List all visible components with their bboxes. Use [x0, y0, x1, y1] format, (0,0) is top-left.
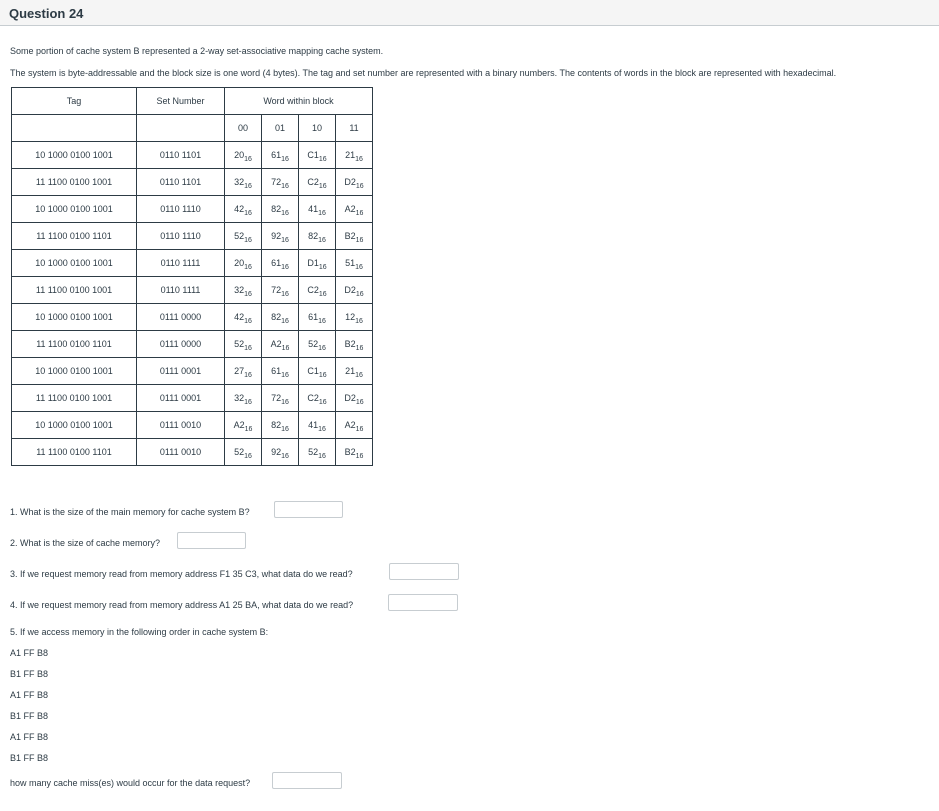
tag-cell: 10 1000 0100 1001 — [12, 142, 137, 169]
question-header — [0, 0, 939, 26]
tag-cell: 10 1000 0100 1001 — [12, 412, 137, 439]
word-cell — [262, 277, 299, 304]
word-cell — [262, 142, 299, 169]
word-cell — [262, 304, 299, 331]
hex-subscript: 16 — [318, 426, 326, 433]
set-number-cell: 0111 0010 — [137, 439, 225, 466]
table-row — [12, 331, 373, 358]
set-number-cell: 0111 0001 — [137, 385, 225, 412]
word-cell — [225, 439, 262, 466]
word-value: 92 — [271, 231, 282, 241]
word-cell — [225, 331, 262, 358]
hex-subscript: 16 — [281, 318, 289, 325]
word-cell — [336, 358, 373, 385]
hex-subscript: 16 — [281, 291, 289, 298]
hex-subscript: 16 — [244, 453, 252, 460]
hex-subscript: 16 — [318, 183, 327, 190]
word-value: 32 — [234, 393, 245, 403]
word-cell — [299, 250, 336, 277]
word-value: 21 — [345, 150, 356, 160]
hex-subscript: 16 — [281, 210, 289, 217]
hex-subscript: 16 — [318, 291, 327, 298]
word-cell — [336, 331, 373, 358]
word-value: C2 — [307, 177, 319, 187]
tag-cell: 11 1100 0100 1101 — [12, 223, 137, 250]
word-value: C2 — [307, 393, 319, 403]
word-value: 42 — [234, 204, 245, 214]
header-tag: Tag — [12, 88, 137, 115]
word-cell — [299, 277, 336, 304]
word-value: 32 — [234, 285, 245, 295]
word-cell — [336, 223, 373, 250]
word-cell — [262, 223, 299, 250]
word-cell — [262, 331, 299, 358]
word-value: B2 — [344, 339, 356, 349]
word-cell — [225, 412, 262, 439]
word-value: 82 — [271, 204, 282, 214]
hex-subscript: 16 — [318, 264, 327, 271]
table-row — [12, 358, 373, 385]
word-cell — [299, 169, 336, 196]
word-cell — [225, 169, 262, 196]
table-row — [12, 439, 373, 466]
word-value: 20 — [234, 150, 245, 160]
word-value: 61 — [271, 258, 282, 268]
hex-subscript: 16 — [244, 183, 252, 190]
word-cell — [262, 412, 299, 439]
word-value: 82 — [271, 312, 282, 322]
set-number-cell: 0111 0001 — [137, 358, 225, 385]
hex-subscript: 16 — [355, 264, 363, 271]
word-value: 12 — [345, 312, 356, 322]
hex-subscript: 16 — [244, 156, 252, 163]
answer-5-input[interactable] — [272, 772, 342, 789]
subheader-set-empty — [137, 115, 225, 142]
question-1-text: 1. What is the size of the main memory for cache system B? — [10, 507, 250, 517]
hex-subscript: 16 — [281, 237, 289, 244]
set-number-cell: 0110 1111 — [137, 277, 225, 304]
word-cell — [336, 250, 373, 277]
word-value: A2 — [344, 420, 356, 430]
question-3-text: 3. If we request memory read from memory address F1 35 C3, what data do we read? — [10, 569, 353, 579]
hex-subscript: 16 — [244, 426, 253, 433]
hex-subscript: 16 — [244, 264, 252, 271]
hex-subscript: 16 — [355, 156, 363, 163]
word-value: 41 — [308, 204, 319, 214]
word-cell — [336, 385, 373, 412]
tag-cell: 11 1100 0100 1101 — [12, 439, 137, 466]
word-value: 21 — [345, 366, 356, 376]
word-cell — [262, 169, 299, 196]
word-cell — [262, 250, 299, 277]
word-value: C1 — [307, 366, 319, 376]
word-value: D2 — [344, 393, 356, 403]
question-2-text: 2. What is the size of cache memory? — [10, 538, 161, 548]
sequence-item: B1 FF B8 — [10, 711, 49, 721]
hex-subscript: 16 — [281, 156, 289, 163]
word-cell — [336, 439, 373, 466]
word-value: 42 — [234, 312, 245, 322]
hex-subscript: 16 — [281, 399, 289, 406]
word-cell — [262, 385, 299, 412]
word-cell — [336, 277, 373, 304]
word-cell — [299, 223, 336, 250]
tag-cell: 11 1100 0100 1001 — [12, 277, 137, 304]
word-cell — [225, 385, 262, 412]
table-row — [12, 250, 373, 277]
word-value: A2 — [344, 204, 356, 214]
question-5-text: 5. If we access memory in the following order in cache system B: — [10, 627, 269, 637]
word-cell — [262, 196, 299, 223]
word-value: 52 — [308, 339, 319, 349]
set-number-cell: 0111 0010 — [137, 412, 225, 439]
sequence-item: A1 FF B8 — [10, 690, 49, 700]
hex-subscript: 16 — [244, 399, 252, 406]
hex-subscript: 16 — [318, 399, 327, 406]
word-value: 82 — [308, 231, 319, 241]
table-row — [12, 412, 373, 439]
word-cell — [299, 439, 336, 466]
question-4-text: 4. If we request memory read from memory address A1 25 BA, what data do we read? — [10, 600, 354, 610]
hex-subscript: 16 — [318, 345, 326, 352]
hex-subscript: 16 — [318, 318, 326, 325]
word-value: B2 — [344, 447, 356, 457]
word-cell — [262, 358, 299, 385]
hex-subscript: 16 — [318, 156, 327, 163]
table-row — [12, 385, 373, 412]
word-cell — [299, 142, 336, 169]
hex-subscript: 16 — [355, 345, 364, 352]
word-cell — [336, 412, 373, 439]
word-value: 61 — [308, 312, 319, 322]
hex-subscript: 16 — [355, 372, 363, 379]
table-row — [12, 196, 373, 223]
word-cell — [225, 142, 262, 169]
word-value: C1 — [307, 150, 319, 160]
hex-subscript: 16 — [244, 291, 252, 298]
hex-subscript: 16 — [355, 399, 364, 406]
sequence-item: A1 FF B8 — [10, 732, 49, 742]
word-value: 52 — [234, 339, 245, 349]
hex-subscript: 16 — [244, 318, 252, 325]
answer-4-input[interactable] — [388, 594, 458, 611]
word-value: 20 — [234, 258, 245, 268]
hex-subscript: 16 — [281, 426, 289, 433]
set-number-cell: 0110 1101 — [137, 169, 225, 196]
hex-subscript: 16 — [355, 453, 364, 460]
word-value: A2 — [270, 339, 282, 349]
hex-subscript: 16 — [281, 372, 289, 379]
hex-subscript: 16 — [244, 237, 252, 244]
set-number-cell: 0110 1110 — [137, 196, 225, 223]
word-cell — [225, 277, 262, 304]
intro-line-1: Some portion of cache system B represented a 2-way set-associative mapping cache system. — [10, 46, 384, 56]
word-cell — [336, 142, 373, 169]
hex-subscript: 16 — [355, 318, 363, 325]
question-title: Question 24 — [9, 6, 84, 21]
word-value: 32 — [234, 177, 245, 187]
answer-1-input[interactable] — [274, 501, 343, 518]
header-set-number: Set Number — [137, 88, 225, 115]
word-value: 82 — [271, 420, 282, 430]
hex-subscript: 16 — [355, 291, 364, 298]
word-value: C2 — [307, 285, 319, 295]
hex-subscript: 16 — [281, 453, 289, 460]
tag-cell: 10 1000 0100 1001 — [12, 304, 137, 331]
hex-subscript: 16 — [281, 264, 289, 271]
word-cell — [336, 169, 373, 196]
question-5-end-text: how many cache miss(es) would occur for the data request? — [10, 778, 251, 788]
set-number-cell: 0110 1111 — [137, 250, 225, 277]
set-number-cell: 0110 1101 — [137, 142, 225, 169]
word-cell — [262, 439, 299, 466]
word-cell — [299, 304, 336, 331]
sequence-item: B1 FF B8 — [10, 669, 49, 679]
word-value: 27 — [234, 366, 245, 376]
word-value: 72 — [271, 393, 282, 403]
word-cell — [299, 196, 336, 223]
word-value: A2 — [233, 420, 245, 430]
word-cell — [225, 196, 262, 223]
tag-cell: 10 1000 0100 1001 — [12, 358, 137, 385]
hex-subscript: 16 — [355, 237, 364, 244]
table-row — [12, 277, 373, 304]
word-col-11: 11 — [336, 115, 373, 142]
set-number-cell: 0111 0000 — [137, 331, 225, 358]
set-number-cell: 0110 1110 — [137, 223, 225, 250]
table-row — [12, 169, 373, 196]
word-value: 61 — [271, 366, 282, 376]
word-value: D2 — [344, 285, 356, 295]
word-cell — [299, 385, 336, 412]
word-value: 52 — [308, 447, 319, 457]
word-value: D1 — [307, 258, 319, 268]
tag-cell: 10 1000 0100 1001 — [12, 196, 137, 223]
word-value: 61 — [271, 150, 282, 160]
sequence-item: B1 FF B8 — [10, 753, 49, 763]
word-cell — [299, 331, 336, 358]
hex-subscript: 16 — [281, 183, 289, 190]
tag-cell: 11 1100 0100 1001 — [12, 385, 137, 412]
word-cell — [225, 223, 262, 250]
hex-subscript: 16 — [355, 426, 364, 433]
word-value: 92 — [271, 447, 282, 457]
word-value: B2 — [344, 231, 356, 241]
hex-subscript: 16 — [281, 345, 290, 352]
word-cell — [225, 304, 262, 331]
word-value: 41 — [308, 420, 319, 430]
tag-cell: 11 1100 0100 1001 — [12, 169, 137, 196]
intro-line-2: The system is byte-addressable and the block size is one word (4 bytes). The tag and set number are represented with a binary numbers. The contents of words in the block are represented with hexadecimal. — [10, 68, 837, 78]
word-value: 51 — [345, 258, 356, 268]
word-cell — [336, 196, 373, 223]
tag-cell: 10 1000 0100 1001 — [12, 250, 137, 277]
word-value: 52 — [234, 447, 245, 457]
answer-3-input[interactable] — [389, 563, 459, 580]
answer-2-input[interactable] — [177, 532, 246, 549]
set-number-cell: 0111 0000 — [137, 304, 225, 331]
hex-subscript: 16 — [355, 183, 364, 190]
sequence-item: A1 FF B8 — [10, 648, 49, 658]
word-value: D2 — [344, 177, 356, 187]
cache-table — [11, 87, 373, 466]
hex-subscript: 16 — [318, 372, 327, 379]
word-cell — [336, 304, 373, 331]
hex-subscript: 16 — [244, 345, 252, 352]
table-row — [12, 142, 373, 169]
hex-subscript: 16 — [244, 372, 252, 379]
subheader-tag-empty — [12, 115, 137, 142]
word-cell — [225, 250, 262, 277]
word-col-10: 10 — [299, 115, 336, 142]
tag-cell: 11 1100 0100 1101 — [12, 331, 137, 358]
hex-subscript: 16 — [355, 210, 364, 217]
cache-table-body — [12, 142, 373, 466]
table-row — [12, 223, 373, 250]
word-col-01: 01 — [262, 115, 299, 142]
word-col-00: 00 — [225, 115, 262, 142]
word-value: 52 — [234, 231, 245, 241]
header-word-within-block: Word within block — [225, 88, 373, 115]
word-cell — [225, 358, 262, 385]
hex-subscript: 16 — [244, 210, 252, 217]
hex-subscript: 16 — [318, 210, 326, 217]
hex-subscript: 16 — [318, 453, 326, 460]
word-value: 72 — [271, 285, 282, 295]
word-value: 72 — [271, 177, 282, 187]
table-subheader-row — [12, 115, 373, 142]
word-cell — [299, 412, 336, 439]
word-cell — [299, 358, 336, 385]
table-header-row — [12, 88, 373, 115]
table-row — [12, 304, 373, 331]
hex-subscript: 16 — [318, 237, 326, 244]
